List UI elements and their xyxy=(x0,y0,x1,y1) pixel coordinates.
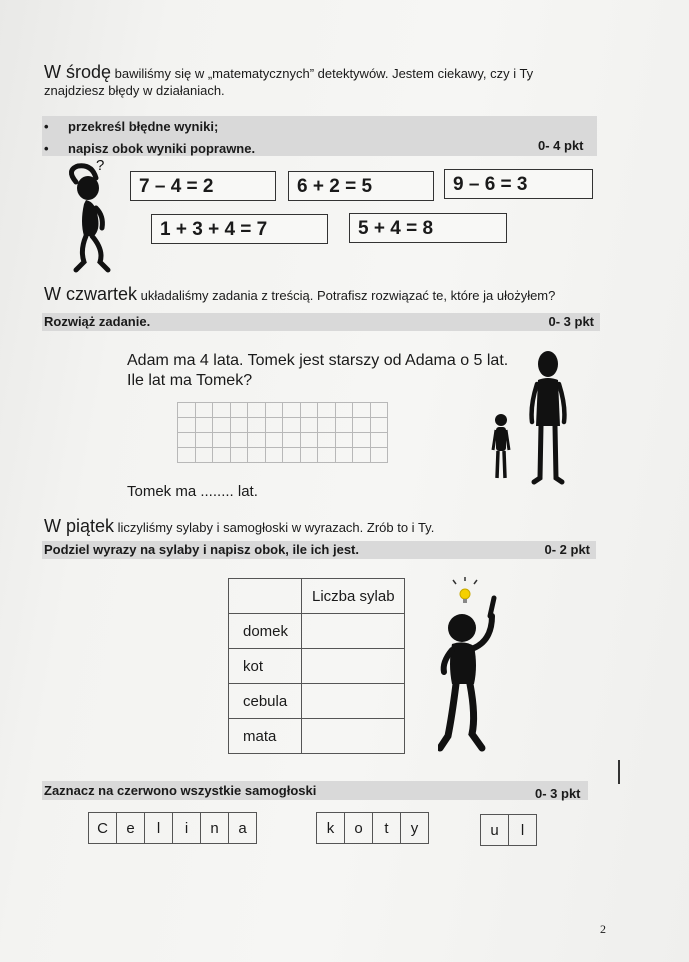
wednesday-intro-line2: znajdziesz błędy w działaniach. xyxy=(44,83,225,98)
wednesday-points: 0- 4 pkt xyxy=(538,138,584,153)
lightbulb-icon xyxy=(453,577,477,603)
equation-1[interactable]: 7 – 4 = 2 xyxy=(130,171,276,201)
letter-cell[interactable]: C xyxy=(89,813,117,844)
letter-cell[interactable]: u xyxy=(481,815,509,846)
friday-points: 0- 2 pkt xyxy=(544,542,590,557)
word-kot: kot xyxy=(229,649,302,684)
syllable-table-corner xyxy=(229,579,302,614)
friday-instruction-bar xyxy=(42,541,596,559)
word-problem xyxy=(127,351,527,391)
letter-cell[interactable]: l xyxy=(145,813,173,844)
thursday-day: W czwartek xyxy=(44,284,138,304)
friday-intro-text: liczyliśmy sylaby i samogłoski w wyrazach. Zrób to i Ty. xyxy=(117,520,435,535)
wednesday-intro-line1: bawiliśmy się w „matematycznych” detektywów. Jestem ciekawy, czy i Ty xyxy=(114,66,534,81)
page-number: 2 xyxy=(600,922,606,936)
friday-instruction: Podziel wyrazy na sylaby i napisz obok, ile ich jest. xyxy=(44,542,359,557)
answer-line[interactable]: Tomek ma ........ lat. xyxy=(127,483,258,500)
question-mark: ? xyxy=(96,158,105,174)
idea-figure-icon xyxy=(438,576,508,758)
calculation-grid[interactable] xyxy=(177,402,388,463)
syllable-count-header: Liczba sylab xyxy=(302,579,405,614)
wednesday-instructions: • przekreśl błędne wyniki; • napisz obok wyniki poprawne. xyxy=(44,119,256,156)
letter-group-koty xyxy=(316,812,429,844)
vowels-instruction: Zaznacz na czerwono wszystkie samogłoski xyxy=(44,783,317,798)
equation-3[interactable]: 9 – 6 = 3 xyxy=(444,169,593,199)
friday-intro xyxy=(44,518,664,536)
task-line2: Ile lat ma Tomek? xyxy=(127,372,253,389)
letter-group-celina xyxy=(88,812,257,844)
syllable-table xyxy=(228,578,405,754)
letter-cell[interactable]: i xyxy=(173,813,201,844)
thinking-figure-icon xyxy=(62,158,122,278)
vowels-instruction-bar xyxy=(42,781,588,800)
friday-day: W piątek xyxy=(44,516,115,536)
vowels-points: 0- 3 pkt xyxy=(535,786,581,801)
instruction-write-correct: napisz obok wyniki poprawne. xyxy=(68,141,256,156)
thursday-instruction: Rozwiąż zadanie. xyxy=(44,314,151,329)
syllable-count-cell[interactable] xyxy=(302,719,405,754)
wednesday-day: W środę xyxy=(44,62,112,82)
instruction-cross-out: przekreśl błędne wyniki; xyxy=(68,119,219,134)
task-line1: Adam ma 4 lata. Tomek jest starszy od Adama o 5 lat. xyxy=(127,352,509,369)
letter-cell[interactable]: e xyxy=(117,813,145,844)
word-domek: domek xyxy=(229,614,302,649)
syllable-count-cell[interactable] xyxy=(302,649,405,684)
thursday-intro-text: układaliśmy zadania z treścią. Potrafisz rozwiązać te, które ja ułożyłem? xyxy=(140,288,556,303)
letter-cell[interactable]: n xyxy=(201,813,229,844)
word-cebula: cebula xyxy=(229,684,302,719)
wednesday-intro xyxy=(44,64,644,99)
word-mata: mata xyxy=(229,719,302,754)
thursday-instruction-bar xyxy=(42,313,600,331)
equation-2[interactable]: 6 + 2 = 5 xyxy=(288,171,434,201)
letter-cell[interactable]: l xyxy=(509,815,537,846)
letter-cell[interactable]: k xyxy=(317,813,345,844)
margin-mark xyxy=(618,760,620,784)
small-figure-icon xyxy=(490,412,512,482)
thursday-points: 0- 3 pkt xyxy=(548,314,594,329)
syllable-count-cell[interactable] xyxy=(302,614,405,649)
letter-cell[interactable]: t xyxy=(373,813,401,844)
letter-cell[interactable]: a xyxy=(229,813,257,844)
syllable-count-cell[interactable] xyxy=(302,684,405,719)
letter-group-ul xyxy=(480,814,537,846)
tall-figure-icon xyxy=(526,346,568,486)
letter-cell[interactable]: o xyxy=(345,813,373,844)
thursday-intro xyxy=(44,286,664,304)
letter-cell[interactable]: y xyxy=(401,813,429,844)
equation-4[interactable]: 1 + 3 + 4 = 7 xyxy=(151,214,328,244)
equation-5[interactable]: 5 + 4 = 8 xyxy=(349,213,507,243)
